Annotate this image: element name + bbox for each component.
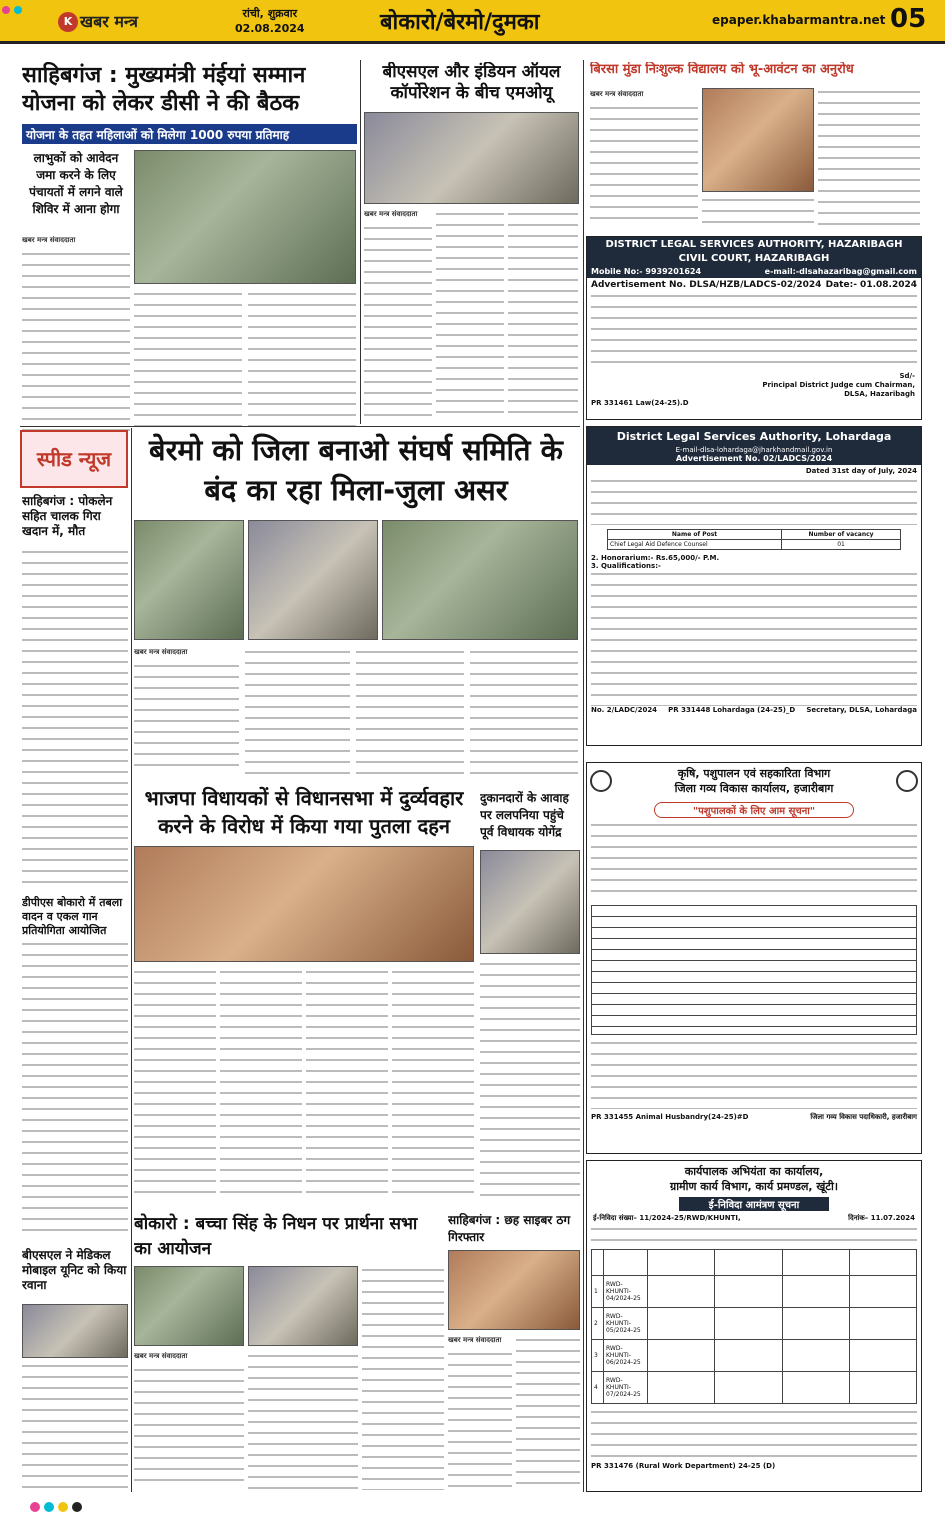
epaper-link[interactable]: epaper.khabarmantra.net xyxy=(712,13,886,27)
body-bjp-col2 xyxy=(220,968,302,1200)
byline-bermo: खबर मन्त्र संवाददाता xyxy=(134,648,188,656)
body-birsa-col3 xyxy=(818,88,920,228)
body-bjp-col1 xyxy=(134,968,216,1200)
ad-loh-title: District Legal Services Authority, Lohardaga xyxy=(587,427,921,446)
byline-cyber: खबर मन्त्र संवाददाता xyxy=(448,1336,502,1344)
ad-pash-signer: जिला गव्य विकास पदाधिकारी, हजारीबाग xyxy=(810,1113,917,1121)
ad-rwd-table: 1 RWD-KHUNTI-04/2024-25 2 RWD-KHUNTI-05/2024-25 3 RWD-KHUNTI-06/2024-25 4 RWD-KHUNTI-07/2024-25 xyxy=(591,1249,917,1404)
page-number: 05 xyxy=(890,4,927,34)
speed-news-item1-title: साहिबगंज : पोकलेन सहित चालक गिरा खदान में, मौत xyxy=(22,494,113,538)
photo-bermo-2 xyxy=(248,520,378,640)
photo-birsa xyxy=(702,88,814,192)
body-cyber-col1 xyxy=(448,1350,512,1490)
body-cyber-col2 xyxy=(516,1336,580,1490)
headline-cyber: साहिबगंज : छह साइबर ठग गिरफ्तार xyxy=(448,1213,571,1244)
issue-date: 02.08.2024 xyxy=(235,22,305,35)
ad-rwd-date: दिनांक– 11.07.2024 xyxy=(848,1214,915,1222)
body-bachcha-col1 xyxy=(134,1366,244,1490)
ad-rwd-subtitle: ग्रामीण कार्य विभाग, कार्य प्रमण्डल, खूंटी। xyxy=(670,1180,838,1193)
ad-loh-notice xyxy=(591,477,917,525)
ad-pash-subtitle: जिला गव्य विकास कार्यालय, हजारीबाग xyxy=(674,782,834,795)
speed-news-item2-body xyxy=(22,940,128,1240)
photo-bjp xyxy=(134,846,474,962)
page-footer xyxy=(0,1497,945,1517)
photo-sail-ioc xyxy=(364,112,579,204)
ad-hzb-email: e-mail:-dlsahazaribag@gmail.com xyxy=(764,267,917,276)
byline-birsa: खबर मन्त्र संवाददाता xyxy=(590,90,644,98)
ad-loh-email: E-mail-dlsa-lohardaga@jharkhandmail.gov.in xyxy=(587,446,921,454)
ad-loh-vacancy-table xyxy=(607,529,901,550)
column-rule xyxy=(360,60,361,424)
ad-hzb-sd: Sd/- xyxy=(899,372,915,380)
ad-hzb-pr: PR 331461 Law(24-25).D xyxy=(591,399,689,407)
ad-loh-pr: PR 331448 Lohardaga (24-25)_D xyxy=(668,706,796,714)
ad-loh-adv-no: Advertisement No. 02/LADCS/2024 xyxy=(587,454,921,465)
ad-rwd-intro xyxy=(591,1225,917,1247)
page-header xyxy=(0,0,945,44)
ad-loh-body xyxy=(591,570,917,706)
section-title: बोकारो/बेरमो/दुमका xyxy=(380,10,540,35)
ad-loh-vacancy: 01 xyxy=(782,540,901,550)
photo-bermo-1 xyxy=(134,520,244,640)
color-dots xyxy=(0,2,50,42)
ad-pash-schedule-table xyxy=(591,905,917,1035)
ad-rwd-pr: PR 331476 (Rural Work Department) 24-25 (D) xyxy=(591,1462,776,1470)
ad-hzb-adv-no: Advertisement No. DLSA/HZB/LADCS-02/2024 xyxy=(591,280,822,290)
ad-rwd-title: कार्यपालक अभियंता का कार्यालय, xyxy=(684,1165,824,1178)
ad-hzb-signer-org: DLSA, Hazaribagh xyxy=(844,390,915,398)
body-bermo-col2 xyxy=(245,648,350,774)
body-bermo-col4 xyxy=(470,648,578,774)
ad-hzb-mobile: Mobile No:- 9939201624 xyxy=(591,267,702,276)
speed-news-badge xyxy=(20,430,128,488)
body-dukandar xyxy=(480,960,580,1200)
speed-news-item3-title: बीएसएल ने मेडिकल मोबाइल यूनिट को किया रवाना xyxy=(22,1248,127,1292)
ad-loh-col-vacancy: Number of vacancy xyxy=(782,530,901,540)
ad-pashupalan xyxy=(586,762,922,1154)
ad-pash-title: कृषि, पशुपालन एवं सहकारिता विभाग xyxy=(677,767,831,780)
body-bermo-col3 xyxy=(356,648,464,774)
byline-mukhyamantri: खबर मन्त्र संवाददाता xyxy=(22,236,76,244)
dept-logo-icon xyxy=(896,770,918,792)
speed-news-item3-body xyxy=(22,1362,128,1492)
photo-cyber xyxy=(448,1250,580,1330)
body-bjp-col4 xyxy=(392,968,474,1200)
ad-rwd-row-id: RWD-KHUNTI-04/2024-25 xyxy=(604,1276,648,1308)
ad-pash-notes xyxy=(591,1039,917,1109)
ad-rwd-row-id: RWD-KHUNTI-06/2024-25 xyxy=(604,1340,648,1372)
ad-hzb-signer: Principal District Judge cum Chairman, xyxy=(762,381,915,389)
ad-pash-pr: PR 331455 Animal Husbandry(24-25)#D xyxy=(591,1113,749,1121)
ad-hzb-date: Date:- 01.08.2024 xyxy=(825,280,917,290)
brand-name: खबर मन्त्र xyxy=(80,12,138,31)
body-birsa-col2 xyxy=(702,196,814,228)
ad-hzb-body xyxy=(591,292,917,372)
row-rule xyxy=(20,426,580,427)
emblem-icon xyxy=(590,770,612,792)
body-sail-col1 xyxy=(364,224,432,420)
headline-bachcha: बोकारो : बच्चा सिंह के निधन पर प्रार्थना सभा का आयोजन xyxy=(134,1214,418,1259)
photo-mukhyamantri xyxy=(134,150,356,284)
byline-sail-ioc: खबर मन्त्र संवाददाता xyxy=(364,210,418,218)
speed-news-item2-title: डीपीएस बोकारो में तबला वादन व एकल गान प्रतियोगिता आयोजित xyxy=(22,896,123,937)
body-birsa-col1 xyxy=(590,104,698,228)
column-rule xyxy=(131,428,132,1492)
ad-pash-body xyxy=(591,821,917,901)
ad-rwd-row-id: RWD-KHUNTI-05/2024-25 xyxy=(604,1308,648,1340)
headline-mukhyamantri: साहिबगंज : मुख्यमंत्री मंईयां सम्मान योजना को लेकर डीसी ने की बैठक xyxy=(22,63,306,116)
photo-bachcha-1 xyxy=(134,1266,244,1346)
ad-rwd-row-id: RWD-KHUNTI-07/2024-25 xyxy=(604,1372,648,1404)
body-bachcha-col2 xyxy=(248,1352,358,1490)
ad-dlsa-hazaribagh xyxy=(586,236,922,420)
ad-rwd-khunti xyxy=(586,1160,922,1492)
ad-hzb-title: DISTRICT LEGAL SERVICES AUTHORITY, HAZARIBAGH xyxy=(587,237,921,252)
speed-news-item1-body xyxy=(22,548,128,888)
dateline xyxy=(235,6,305,36)
photo-medical-unit xyxy=(22,1304,128,1358)
ad-loh-dated: Dated 31st day of July, 2024 xyxy=(805,467,917,475)
body-sail-col2 xyxy=(436,210,504,420)
headline-bermo: बेरमो को जिला बनाओ संघर्ष समिति के बंद का रहा मिला-जुला असर xyxy=(149,433,563,507)
headline-dukandar: दुकानदारों के आवाह पर ललपनिया पहुंचे पूर्व विधायक योगेंद्र xyxy=(480,791,569,839)
brand-logo: K xyxy=(58,12,78,32)
ad-rwd-banner: ई-निविदा आमंत्रण सूचना xyxy=(679,1197,829,1211)
ad-loh-qualifications: 3. Qualifications:- xyxy=(591,562,661,570)
body-bjp-col3 xyxy=(306,968,388,1200)
ad-loh-col-post: Name of Post xyxy=(608,530,782,540)
ad-loh-post: Chief Legal Aid Defence Counsel xyxy=(608,540,782,550)
ad-hzb-subtitle: CIVIL COURT, HAZARIBAGH xyxy=(587,252,921,265)
ad-loh-signer: Secretary, DLSA, Lohardaga xyxy=(806,706,917,714)
headline-bjp: भाजपा विधायकों से विधानसभा में दुर्व्यवहार करने के विरोध में किया गया पुतला दहन xyxy=(144,786,464,838)
pullquote-mukhyamantri: लाभुकों को आवेदन जमा करने के लिए पंचायतों में लगने वाले शिविर में आना होगा xyxy=(29,151,123,216)
headline-birsa: बिरसा मुंडा निःशुल्क विद्यालय को भू-आवंटन का अनुरोध xyxy=(590,62,854,77)
ad-rwd-ref: ई-निविदा संख्या– 11/2024-25/RWD/KHUNTI, xyxy=(593,1214,741,1222)
city-day: रांची, शुक्रवार xyxy=(242,7,298,20)
ad-loh-ref: No. 2/LADC/2024 xyxy=(591,706,658,714)
subheadline-mukhyamantri: योजना के तहत महिलाओं को मिलेगा 1000 रुपया प्रतिमाह xyxy=(22,124,357,144)
ad-rwd-notes xyxy=(591,1408,917,1460)
photo-bermo-3 xyxy=(382,520,578,640)
photo-bachcha-2 xyxy=(248,1266,358,1346)
photo-dukandar xyxy=(480,850,580,954)
ad-dlsa-lohardaga xyxy=(586,426,922,746)
body-bachcha-col3 xyxy=(362,1266,444,1490)
body-mukhyamantri-col1 xyxy=(22,250,130,436)
body-mukhyamantri-col3 xyxy=(248,290,356,436)
body-mukhyamantri-col2 xyxy=(134,290,242,436)
speed-news-label: स्पीड न्यूज xyxy=(36,447,112,471)
body-bermo-col1 xyxy=(134,662,239,774)
headline-sail-ioc: बीएसएल और इंडियन ऑयल कॉर्पोरेशन के बीच एमओयू xyxy=(382,62,561,104)
body-sail-col3 xyxy=(508,210,578,420)
byline-bachcha: खबर मन्त्र संवाददाता xyxy=(134,1352,188,1360)
column-rule xyxy=(583,60,584,1492)
ad-loh-honorarium: 2. Honorarium:- Rs.65,000/- P.M. xyxy=(591,554,720,562)
ad-pash-banner: "पशुपालकों के लिए आम सूचना" xyxy=(654,802,854,818)
